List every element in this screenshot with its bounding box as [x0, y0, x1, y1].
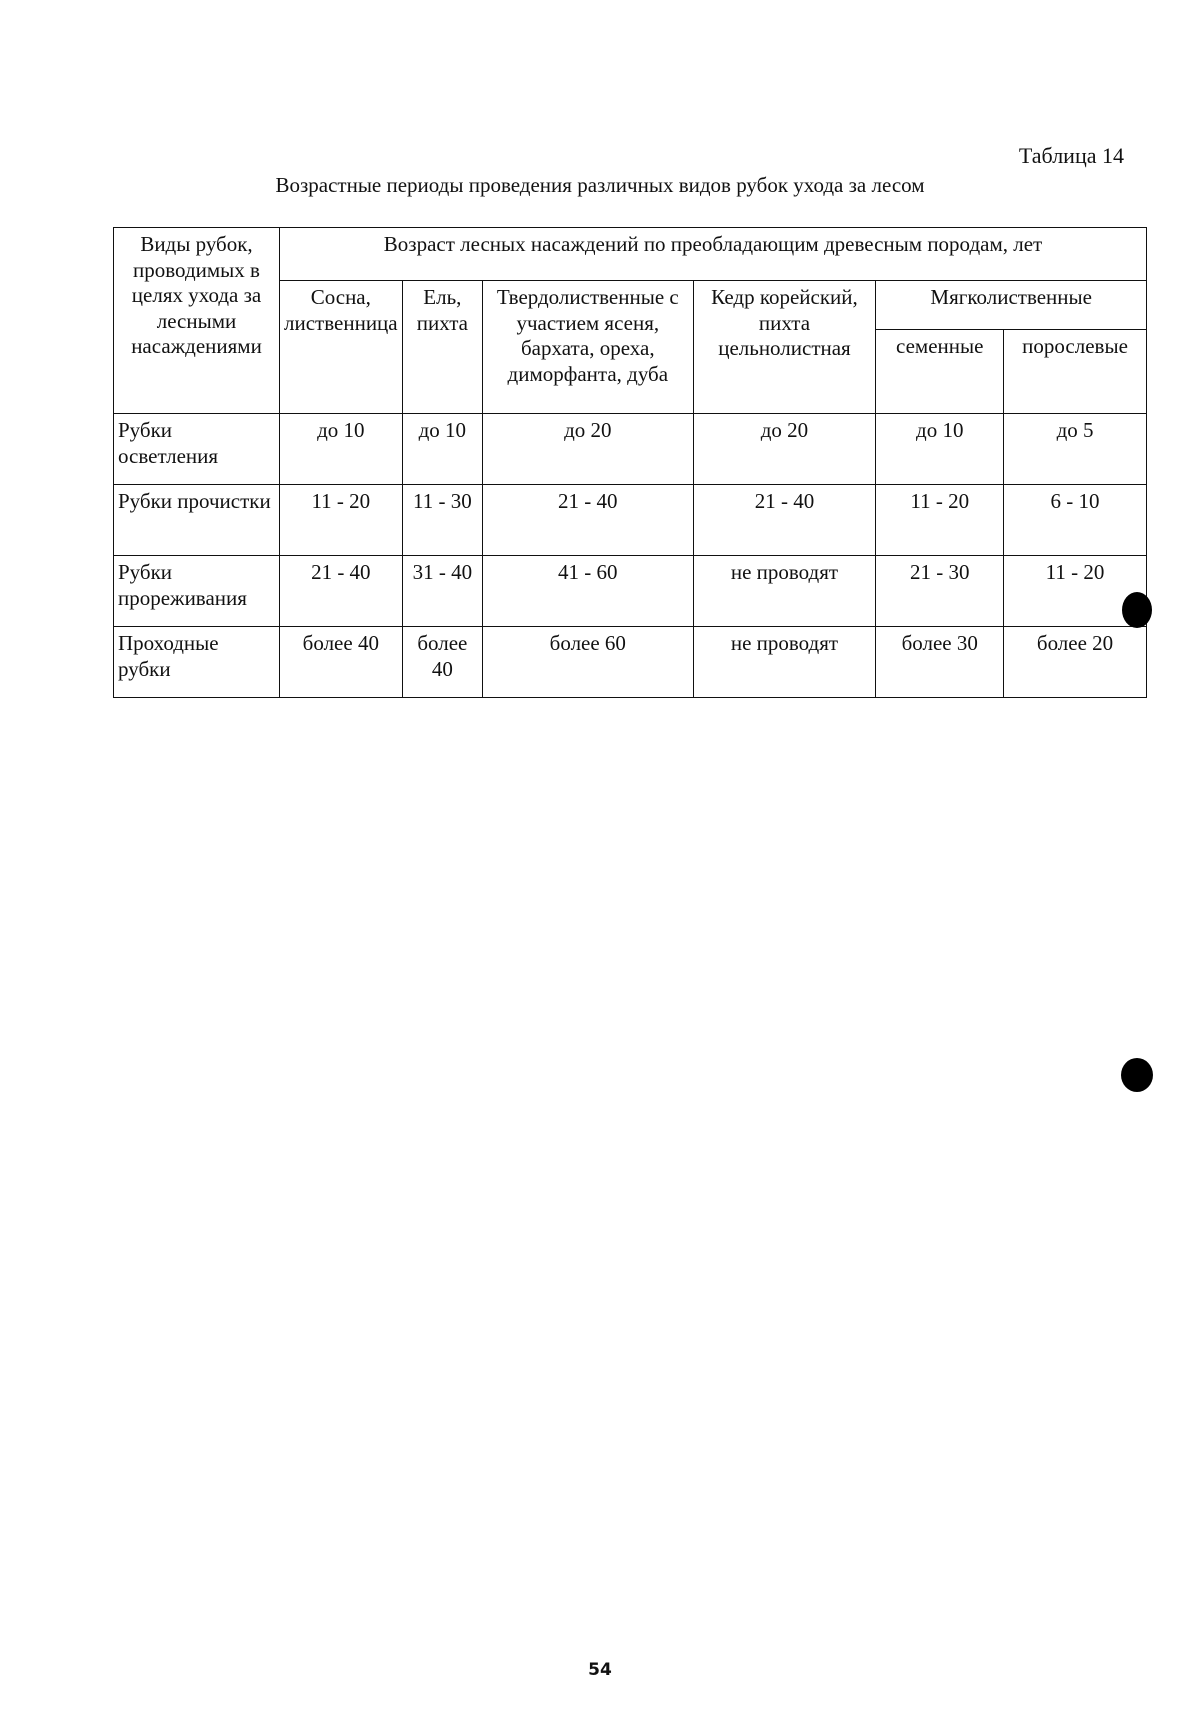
table-cell: более 30 — [876, 627, 1004, 698]
table-caption: Возрастные периоды проведения различных видов рубок ухода за лесом — [275, 173, 925, 197]
table-cell: до 10 — [280, 414, 403, 485]
table-cell: 31 - 40 — [402, 556, 482, 627]
table-cell: не проводят — [693, 627, 876, 698]
table-row — [114, 627, 1147, 698]
table-cell: более 60 — [483, 627, 693, 698]
age-periods-table — [113, 227, 1147, 698]
ink-blot — [1121, 1058, 1153, 1092]
table-cell: 11 - 20 — [1004, 556, 1147, 627]
subcolumn-header-seed: семенные — [876, 330, 1004, 414]
row-label: Рубки прореживания — [114, 556, 280, 627]
column-header-softwood: Мягколиственные — [876, 281, 1147, 330]
table-row — [114, 556, 1147, 627]
row-label: Проходные рубки — [114, 627, 280, 698]
table-cell: 11 - 30 — [402, 485, 482, 556]
table-cell: более 40 — [402, 627, 482, 698]
table-cell: 11 - 20 — [280, 485, 403, 556]
table-cell: 6 - 10 — [1004, 485, 1147, 556]
table-cell: 21 - 30 — [876, 556, 1004, 627]
row-header-title: Виды рубок, проводимых в целях ухода за лесными насаждениями — [114, 228, 280, 414]
column-header-pine-larch: Сосна, лиственница — [280, 281, 403, 414]
column-header-hardwood: Твердолиственные с участием ясеня, бархата, ореха, диморфанта, дуба — [483, 281, 693, 414]
table-cell: 11 - 20 — [876, 485, 1004, 556]
table-cell: 21 - 40 — [280, 556, 403, 627]
table-cell: 21 - 40 — [483, 485, 693, 556]
table-cell: 21 - 40 — [693, 485, 876, 556]
table-cell: до 20 — [693, 414, 876, 485]
table-number: Таблица 14 — [1018, 143, 1124, 168]
table-cell: до 20 — [483, 414, 693, 485]
column-header-korean-cedar: Кедр корейский, пихта цельнолистная — [693, 281, 876, 414]
table-cell: до 10 — [876, 414, 1004, 485]
ink-blot — [1122, 592, 1152, 628]
table-row — [114, 414, 1147, 485]
table-cell: 41 - 60 — [483, 556, 693, 627]
row-label: Рубки осветления — [114, 414, 280, 485]
table-cell: не проводят — [693, 556, 876, 627]
row-label: Рубки прочистки — [114, 485, 280, 556]
table-cell: до 10 — [402, 414, 482, 485]
table-cell: более 40 — [280, 627, 403, 698]
column-header-spruce-fir: Ель, пихта — [402, 281, 482, 414]
page-number: 54 — [588, 1660, 612, 1680]
subcolumn-header-coppice: порослевые — [1004, 330, 1147, 414]
table-row — [114, 485, 1147, 556]
age-group-header: Возраст лесных насаждений по преобладающим древесным породам, лет — [280, 228, 1147, 281]
table-cell: более 20 — [1004, 627, 1147, 698]
table-cell: до 5 — [1004, 414, 1147, 485]
